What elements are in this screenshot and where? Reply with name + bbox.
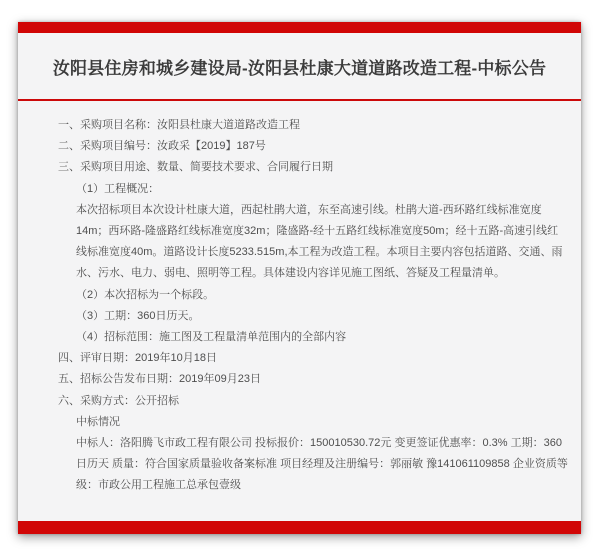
- top-red-bar: [18, 22, 581, 33]
- announcement-card: [18, 22, 581, 534]
- announcement-line: 六、采购方式：公开招标: [58, 394, 179, 407]
- title-area: [18, 33, 581, 101]
- page-title: 汝阳县住房和城乡建设局-汝阳县杜康大道道路改造工程-中标公告: [52, 58, 547, 78]
- announcement-line: 本次招标项目本次设计杜康大道，西起杜鹃大道，东至高速引线。杜鹃大道-西环路红线标准宽度14m；西环路-隆盛路红线标准宽度32m；隆盛路-经十五路红线标准宽度50m；经十五路-高速引线红线标准宽度40m。道路设计长度5233.515m,本工程为改造工程。本项目主要内容包括道路、交通、雨水、污水、电力、弱电、照明等工程。具体建设内容详见施工图纸、答疑及工程量清单。: [76, 203, 563, 280]
- announcement-line: （2）本次招标为一个标段。: [76, 288, 215, 301]
- bottom-red-bar: [18, 521, 581, 534]
- announcement-line: 一、采购项目名称：汝阳县杜康大道道路改造工程: [58, 119, 300, 131]
- announcement-body: [18, 101, 581, 521]
- announcement-line: 中标情况: [76, 415, 120, 428]
- announcement-line: 三、采购项目用途、数量、简要技术要求、合同履行日期: [58, 161, 333, 174]
- announcement-line: 二、采购项目编号：汝政采【2019】187号: [58, 140, 266, 153]
- announcement-line: （3）工期：360日历天。: [76, 309, 200, 322]
- announcement-line: （4）招标范围：施工图及工程量清单范围内的全部内容: [76, 331, 347, 344]
- announcement-line: 四、评审日期：2019年10月18日: [58, 352, 217, 365]
- announcement-line: 五、招标公告发布日期：2019年09月23日: [58, 373, 261, 386]
- announcement-line: （1）工程概况：: [76, 182, 160, 195]
- announcement-line: 中标人：洛阳腾飞市政工程有限公司 投标报价：150010530.72元 变更签证优惠率：0.3% 工期：360日历天 质量：符合国家质量验收备案标准 项目经理及注册编号：郭丽敏 豫141061109858 企业资质等级：市政公用工程施工总承包壹级: [76, 437, 568, 492]
